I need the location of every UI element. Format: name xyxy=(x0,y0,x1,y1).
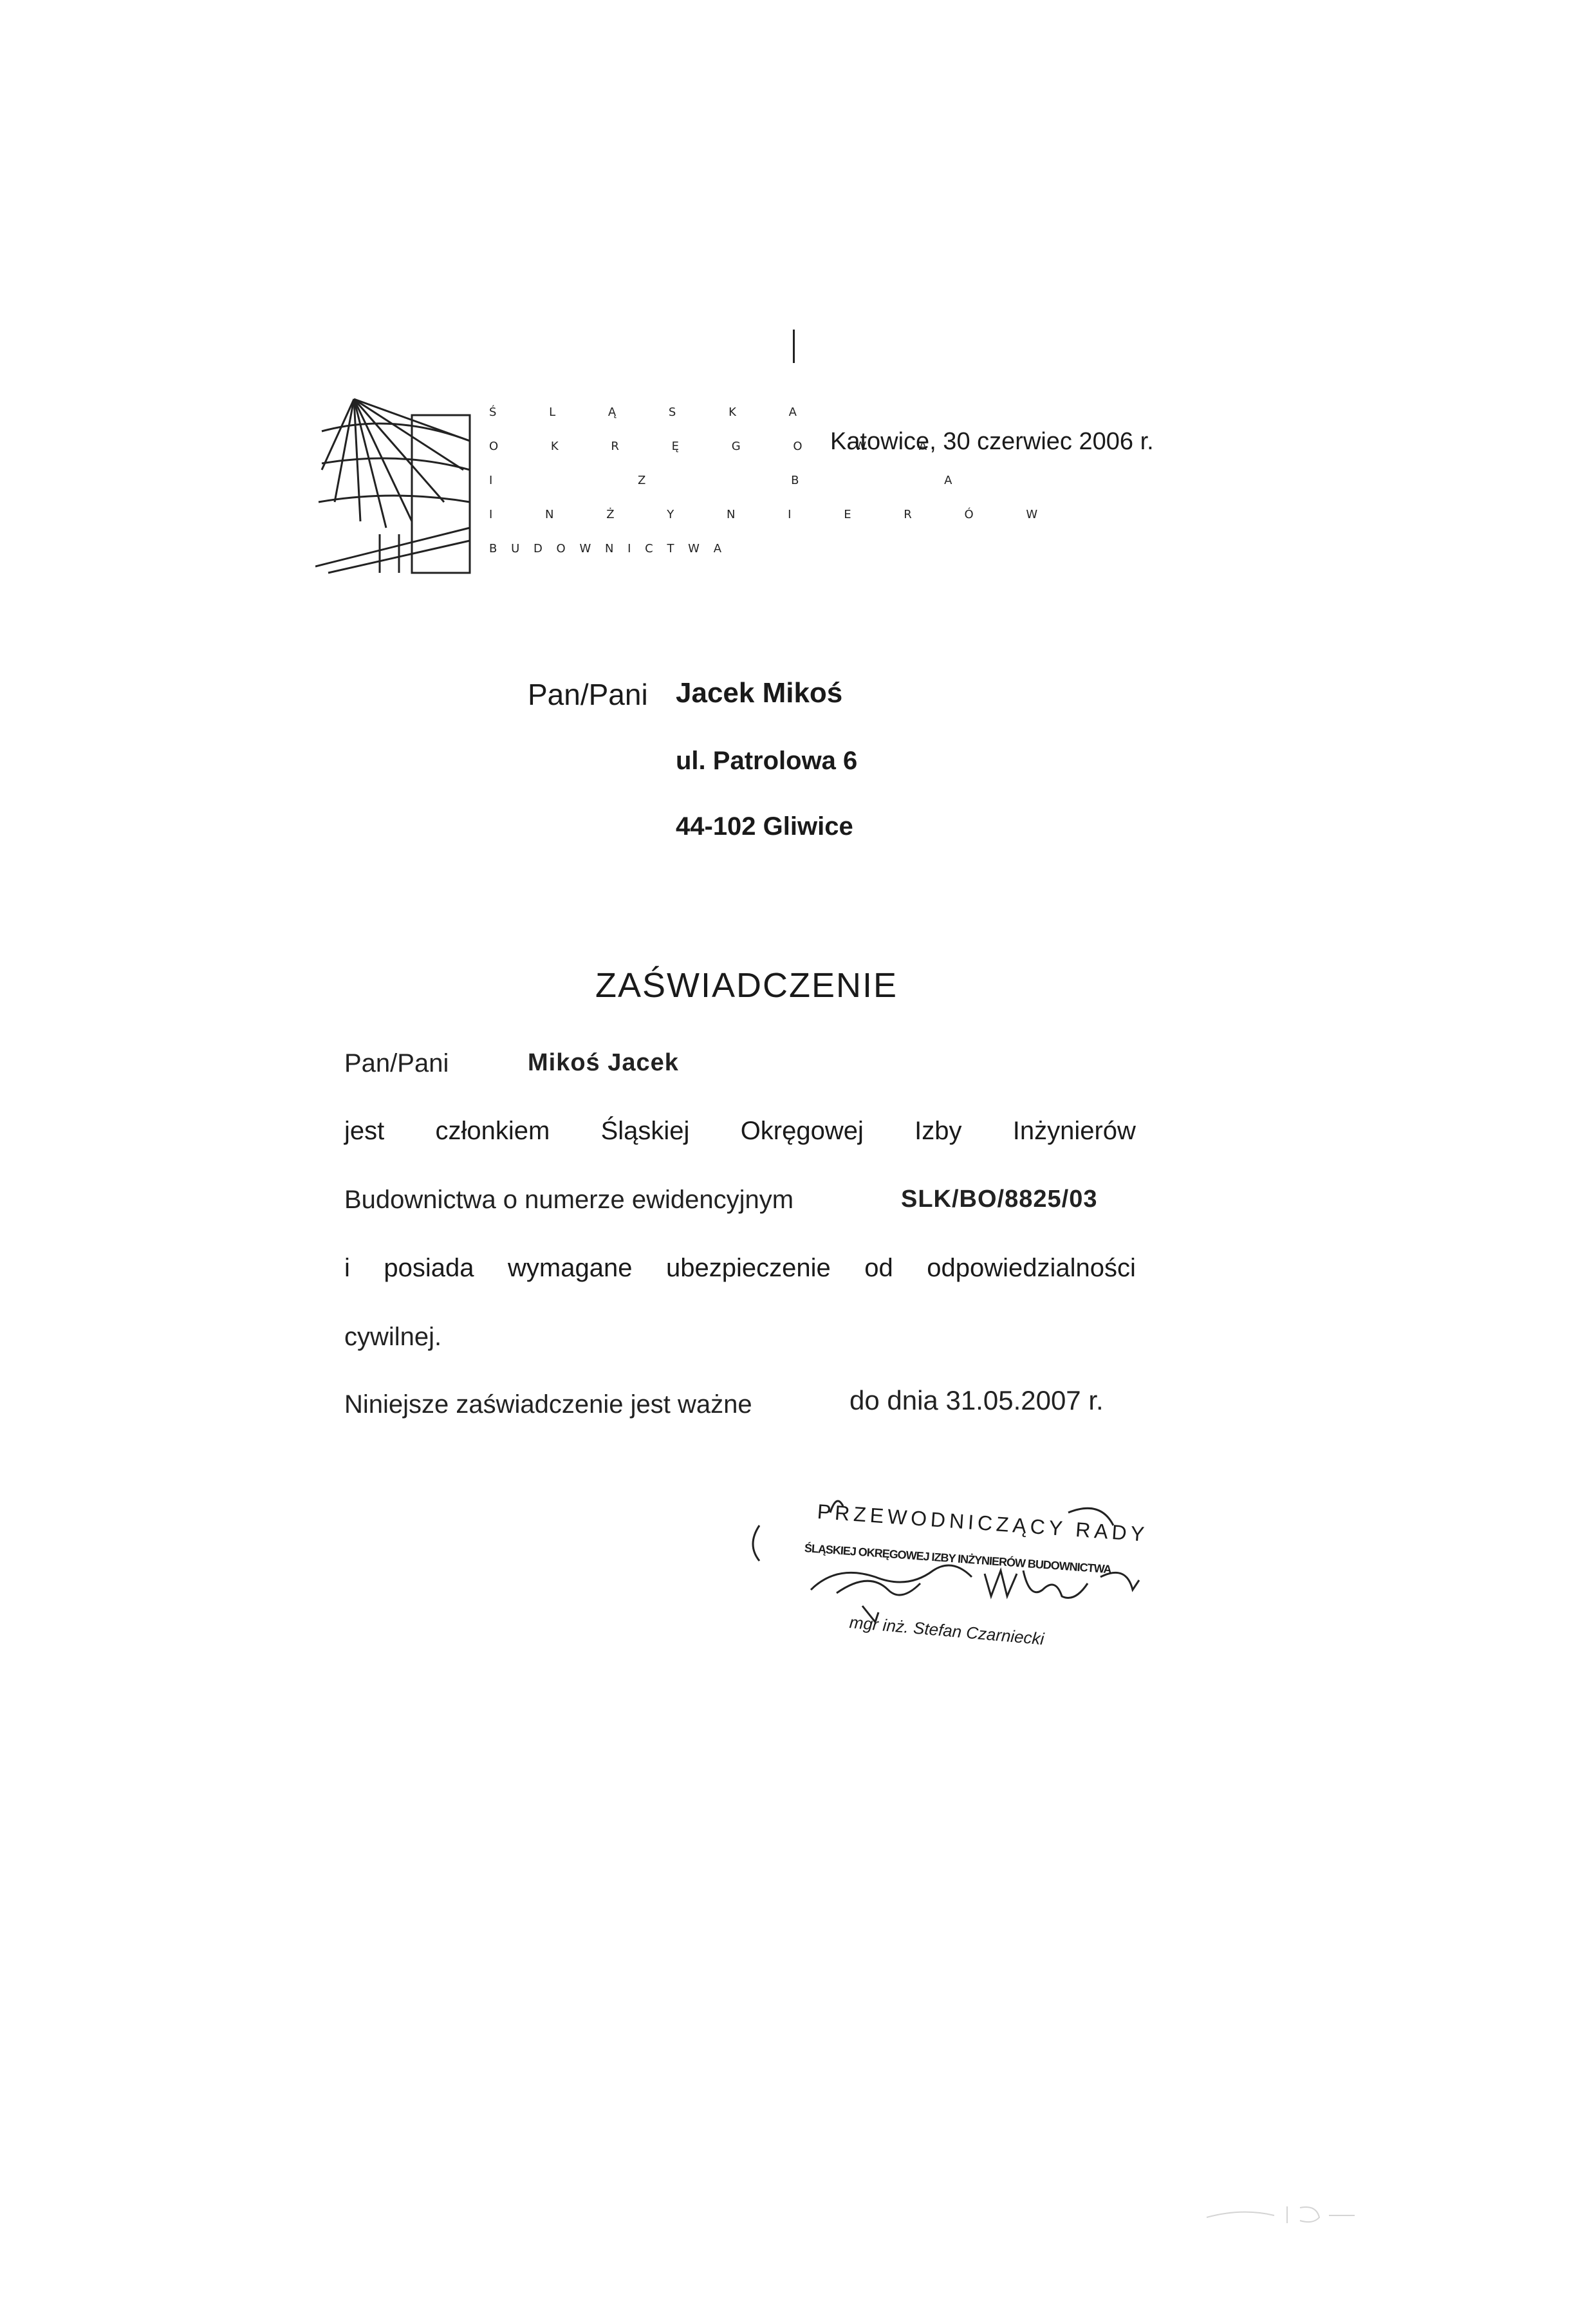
scan-smudge xyxy=(1203,2201,1358,2227)
logo-line-2: O K R Ę G O W A xyxy=(489,440,952,453)
body-word: Izby xyxy=(914,1117,962,1145)
body-word: Inżynierów xyxy=(1012,1117,1136,1145)
stamp-subtitle: ŚLĄSKIEJ OKRĘGOWEJ IZBY INŻYNIERÓW BUDOWNICTWA xyxy=(804,1542,1112,1576)
body-word: Okręgowej xyxy=(740,1117,864,1145)
body-line-3 xyxy=(344,1254,1136,1283)
logo-line-4: I N Ż Y N I E R Ó W xyxy=(489,508,1062,521)
logo-line-3: I Z B A xyxy=(489,474,1023,487)
body-word: wymagane xyxy=(508,1254,633,1282)
body-word: ubezpieczenie xyxy=(666,1254,831,1282)
validity-date: do dnia 31.05.2007 r. xyxy=(849,1385,1104,1415)
stamp-title: PRZEWODNICZĄCY RADY xyxy=(816,1500,1149,1546)
validity-text: Niniejsze zaświadczenie jest ważne xyxy=(344,1390,752,1419)
chamber-logo-icon xyxy=(315,393,496,579)
scan-mark xyxy=(793,330,795,363)
recipient-label: Pan/Pani xyxy=(528,678,648,711)
logo-line-5: B U D O W N I C T W A xyxy=(489,542,727,555)
body-word: posiada xyxy=(384,1254,474,1282)
body-word: jest xyxy=(344,1117,385,1145)
registration-number: SLK/BO/8825/03 xyxy=(901,1186,1098,1213)
logo-line-1: Ś L Ą S K A xyxy=(489,405,821,419)
recipient-name: Jacek Mikoś xyxy=(676,677,843,709)
recipient-street: ul. Patrolowa 6 xyxy=(676,747,858,775)
document-date: Katowice, 30 czerwiec 2006 r. xyxy=(830,428,1154,455)
body-word: od xyxy=(864,1254,893,1282)
signer-name: mgr inż. Stefan Czarniecki xyxy=(848,1612,1045,1649)
body-line-1 xyxy=(344,1117,1136,1146)
body-word: członkiem xyxy=(435,1117,550,1145)
body-line-4: cywilnej. xyxy=(344,1323,442,1351)
person-label: Pan/Pani xyxy=(344,1049,449,1077)
recipient-city: 44-102 Gliwice xyxy=(676,812,853,841)
body-line-2: Budownictwa o numerze ewidencyjnym xyxy=(344,1186,794,1214)
body-word: i xyxy=(344,1254,350,1282)
person-name: Mikoś Jacek xyxy=(528,1049,679,1076)
body-word: Śląskiej xyxy=(600,1117,690,1145)
body-word: odpowiedzialności xyxy=(927,1254,1136,1282)
document-title: ZAŚWIADCZENIE xyxy=(595,966,898,1005)
